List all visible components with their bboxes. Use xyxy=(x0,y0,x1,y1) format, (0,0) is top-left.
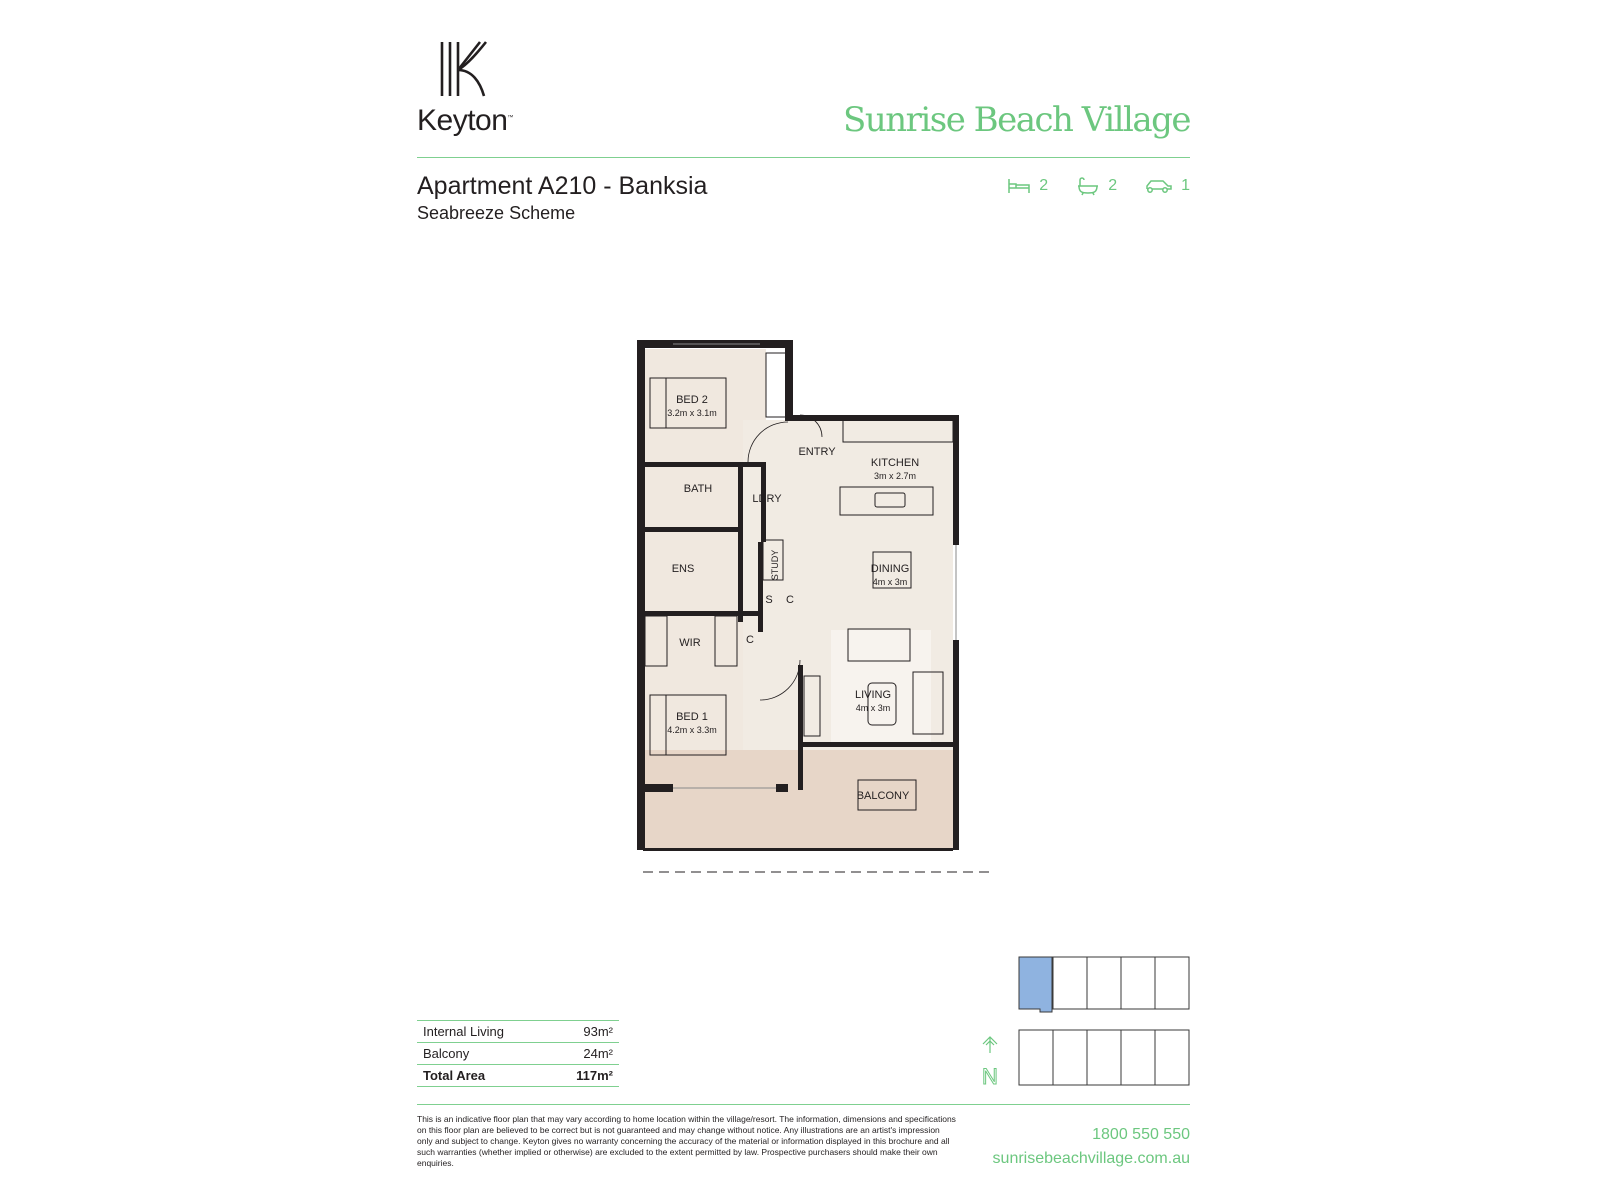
dining-dims: 4m x 3m xyxy=(872,577,908,587)
area-table xyxy=(417,1020,619,1087)
living-label: LIVING xyxy=(854,689,892,701)
area-label: Balcony xyxy=(417,1043,549,1065)
area-row xyxy=(417,1065,619,1087)
disclaimer: This is an indicative floor plan that may vary according to home location within the village/resort. The information, dimensions and specifications on this floor plan are believed to be correct but is not guaranteed and may change without notice. Any illustrations are an artist's impression only and subject to change. Keyton gives no warranty concerning the accuracy of the material or information displayed in this brochure and all such warranties (whether implied or otherwise) are excluded to the extent permitted by law. Prospective purchasers should make their own enquiries. xyxy=(417,1114,956,1168)
area-label: Internal Living xyxy=(417,1021,549,1043)
highlighted-unit xyxy=(1019,957,1052,1012)
balcony-label: BALCONY xyxy=(856,790,910,802)
wir-label: WIR xyxy=(679,637,701,649)
living-dims: 4m x 3m xyxy=(855,703,891,713)
keyton-wordmark: Keyton™ xyxy=(417,104,513,137)
bathrooms-count: 2 xyxy=(1108,177,1118,194)
car-spaces-feature xyxy=(1145,177,1190,195)
floor-plan xyxy=(630,335,1000,880)
c2-label: C xyxy=(746,634,754,646)
bedrooms-feature xyxy=(1007,177,1048,195)
feature-summary xyxy=(1007,176,1190,196)
page-subtitle: Seabreeze Scheme xyxy=(417,203,576,223)
dining-label: DINING xyxy=(870,563,910,575)
contact-website[interactable]: sunrisebeachvillage.com.au xyxy=(992,1150,1190,1167)
study-label: STUDY xyxy=(770,549,780,581)
car-icon xyxy=(1145,177,1173,195)
keyton-logo-icon xyxy=(438,40,490,98)
bedrooms-count: 2 xyxy=(1039,177,1049,194)
bed1-dims: 4.2m x 3.3m xyxy=(667,725,717,735)
ldry-label: LDRY xyxy=(752,493,782,505)
page-title: Apartment A210 - Banksia xyxy=(417,172,708,200)
header-divider xyxy=(417,157,1190,158)
key-plan xyxy=(980,950,1190,1090)
bed2-dims: 3.2m x 3.1m xyxy=(667,408,717,418)
contact-phone[interactable]: 1800 550 550 xyxy=(1092,1126,1190,1143)
north-label: N xyxy=(982,1064,998,1089)
area-row xyxy=(417,1043,619,1065)
entry-label: ENTRY xyxy=(798,446,836,458)
bed2-label: BED 2 xyxy=(676,394,708,406)
bathrooms-feature xyxy=(1076,176,1117,196)
brand-logo: Sunrise Beach Village xyxy=(843,100,1190,140)
bathtub-icon xyxy=(1076,176,1100,196)
bed-icon xyxy=(1007,177,1031,195)
area-row xyxy=(417,1021,619,1043)
area-value: 24m² xyxy=(549,1043,619,1065)
car-spaces-count: 1 xyxy=(1181,177,1190,194)
footer-divider xyxy=(417,1104,1190,1105)
kitchen-label: KITCHEN xyxy=(870,457,920,469)
ens-label: ENS xyxy=(671,563,695,575)
area-value: 93m² xyxy=(549,1021,619,1043)
c1-label: C xyxy=(786,594,794,606)
north-arrow-icon xyxy=(982,1037,998,1089)
bath-label: BATH xyxy=(683,483,713,495)
s-label: S xyxy=(765,594,773,606)
kitchen-dims: 3m x 2.7m xyxy=(873,471,917,481)
bed1-label: BED 1 xyxy=(676,711,708,723)
area-label: Total Area xyxy=(417,1065,549,1087)
area-value: 117m² xyxy=(549,1065,619,1087)
